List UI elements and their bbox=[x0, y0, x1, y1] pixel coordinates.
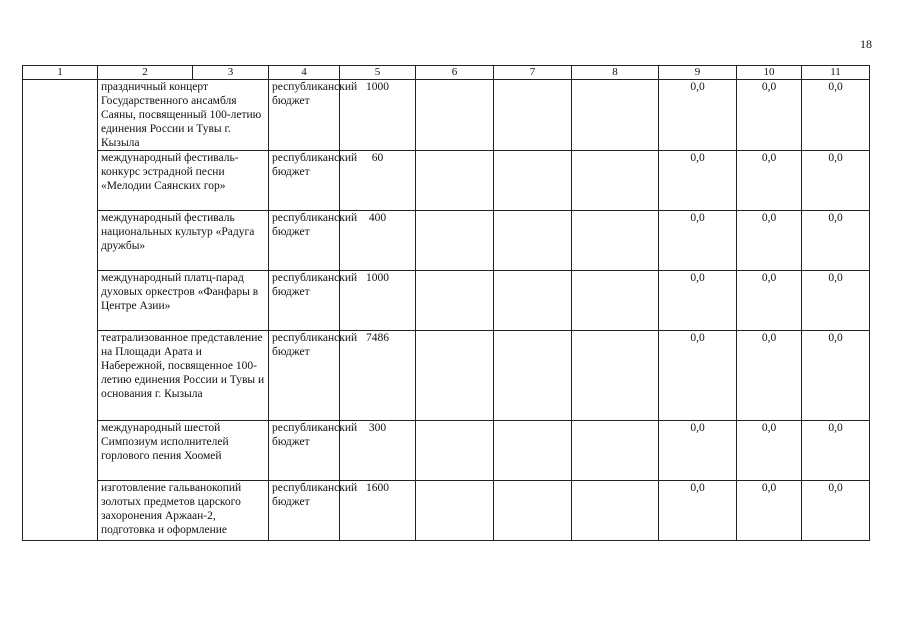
table-row bbox=[23, 481, 870, 541]
empty-cell bbox=[494, 331, 572, 421]
event-description: международный платц-парад духовых оркестров «Фанфары в Центре Азии» bbox=[98, 271, 269, 331]
empty-cell bbox=[572, 80, 659, 151]
table-row bbox=[23, 211, 870, 271]
amount-cell: 400 bbox=[340, 211, 416, 271]
empty-cell bbox=[416, 80, 494, 151]
column-header: 4 bbox=[269, 66, 340, 80]
column-header: 3 bbox=[193, 66, 269, 80]
page-number: 18 bbox=[860, 37, 872, 51]
value-cell: 0,0 bbox=[659, 151, 737, 211]
column-header: 8 bbox=[572, 66, 659, 80]
column-header: 1 bbox=[23, 66, 98, 80]
value-cell: 0,0 bbox=[659, 331, 737, 421]
empty-cell bbox=[416, 271, 494, 331]
value-cell: 0,0 bbox=[659, 481, 737, 541]
value-cell: 0,0 bbox=[802, 481, 870, 541]
empty-cell bbox=[416, 331, 494, 421]
empty-cell bbox=[416, 151, 494, 211]
value-cell: 0,0 bbox=[802, 211, 870, 271]
column-header: 6 bbox=[416, 66, 494, 80]
empty-cell bbox=[494, 271, 572, 331]
empty-cell bbox=[572, 421, 659, 481]
table-row bbox=[23, 80, 870, 151]
funding-source: республиканский бюджет bbox=[269, 80, 340, 151]
value-cell: 0,0 bbox=[659, 421, 737, 481]
value-cell: 0,0 bbox=[737, 421, 802, 481]
amount-cell: 1000 bbox=[340, 80, 416, 151]
amount-cell: 1000 bbox=[340, 271, 416, 331]
value-cell: 0,0 bbox=[737, 331, 802, 421]
table-row bbox=[23, 271, 870, 331]
funding-source: республиканский бюджет bbox=[269, 151, 340, 211]
event-description: театрализованное представление на Площади Арата и Набережной, посвященное 100-летию единения России и Тувы и основания г. Кызыла bbox=[98, 331, 269, 421]
amount-cell: 300 bbox=[340, 421, 416, 481]
column-header: 7 bbox=[494, 66, 572, 80]
empty-cell bbox=[416, 481, 494, 541]
empty-cell bbox=[416, 421, 494, 481]
value-cell: 0,0 bbox=[737, 211, 802, 271]
header-row bbox=[23, 66, 870, 80]
event-description: изготовление гальванокопий золотых предметов царского захоронения Аржаан-2, подготовка и оформление bbox=[98, 481, 269, 541]
empty-cell bbox=[572, 151, 659, 211]
funding-source: республиканский бюджет bbox=[269, 211, 340, 271]
merged-cell-col1 bbox=[23, 80, 98, 541]
column-header: 11 bbox=[802, 66, 870, 80]
value-cell: 0,0 bbox=[659, 271, 737, 331]
event-description: международный фестиваль-конкурс эстрадной песни «Мелодии Саянских гор» bbox=[98, 151, 269, 211]
funding-source: республиканский бюджет bbox=[269, 331, 340, 421]
column-header: 9 bbox=[659, 66, 737, 80]
value-cell: 0,0 bbox=[659, 211, 737, 271]
column-header: 2 bbox=[98, 66, 193, 80]
value-cell: 0,0 bbox=[659, 80, 737, 151]
empty-cell bbox=[494, 211, 572, 271]
funding-source: республиканский бюджет bbox=[269, 421, 340, 481]
event-description: международный фестиваль национальных культур «Радуга дружбы» bbox=[98, 211, 269, 271]
empty-cell bbox=[494, 151, 572, 211]
value-cell: 0,0 bbox=[802, 80, 870, 151]
value-cell: 0,0 bbox=[802, 151, 870, 211]
table-row bbox=[23, 421, 870, 481]
empty-cell bbox=[572, 271, 659, 331]
table-row bbox=[23, 331, 870, 421]
empty-cell bbox=[572, 331, 659, 421]
empty-cell bbox=[494, 421, 572, 481]
funding-source: республиканский бюджет bbox=[269, 271, 340, 331]
empty-cell bbox=[494, 80, 572, 151]
value-cell: 0,0 bbox=[737, 80, 802, 151]
event-description: международный шестой Симпозиум исполнителей горлового пения Хоомей bbox=[98, 421, 269, 481]
value-cell: 0,0 bbox=[802, 271, 870, 331]
budget-table bbox=[22, 65, 870, 541]
funding-source: республиканский бюджет bbox=[269, 481, 340, 541]
empty-cell bbox=[572, 211, 659, 271]
empty-cell bbox=[572, 481, 659, 541]
amount-cell: 60 bbox=[340, 151, 416, 211]
value-cell: 0,0 bbox=[737, 481, 802, 541]
value-cell: 0,0 bbox=[802, 421, 870, 481]
amount-cell: 7486 bbox=[340, 331, 416, 421]
event-description: праздничный концерт Государственного ансамбля Саяны, посвященный 100-летию единения России и Тувы г. Кызыла bbox=[98, 80, 269, 151]
value-cell: 0,0 bbox=[802, 331, 870, 421]
column-header: 5 bbox=[340, 66, 416, 80]
value-cell: 0,0 bbox=[737, 151, 802, 211]
table-row bbox=[23, 151, 870, 211]
value-cell: 0,0 bbox=[737, 271, 802, 331]
empty-cell bbox=[416, 211, 494, 271]
column-header: 10 bbox=[737, 66, 802, 80]
amount-cell: 1600 bbox=[340, 481, 416, 541]
empty-cell bbox=[494, 481, 572, 541]
